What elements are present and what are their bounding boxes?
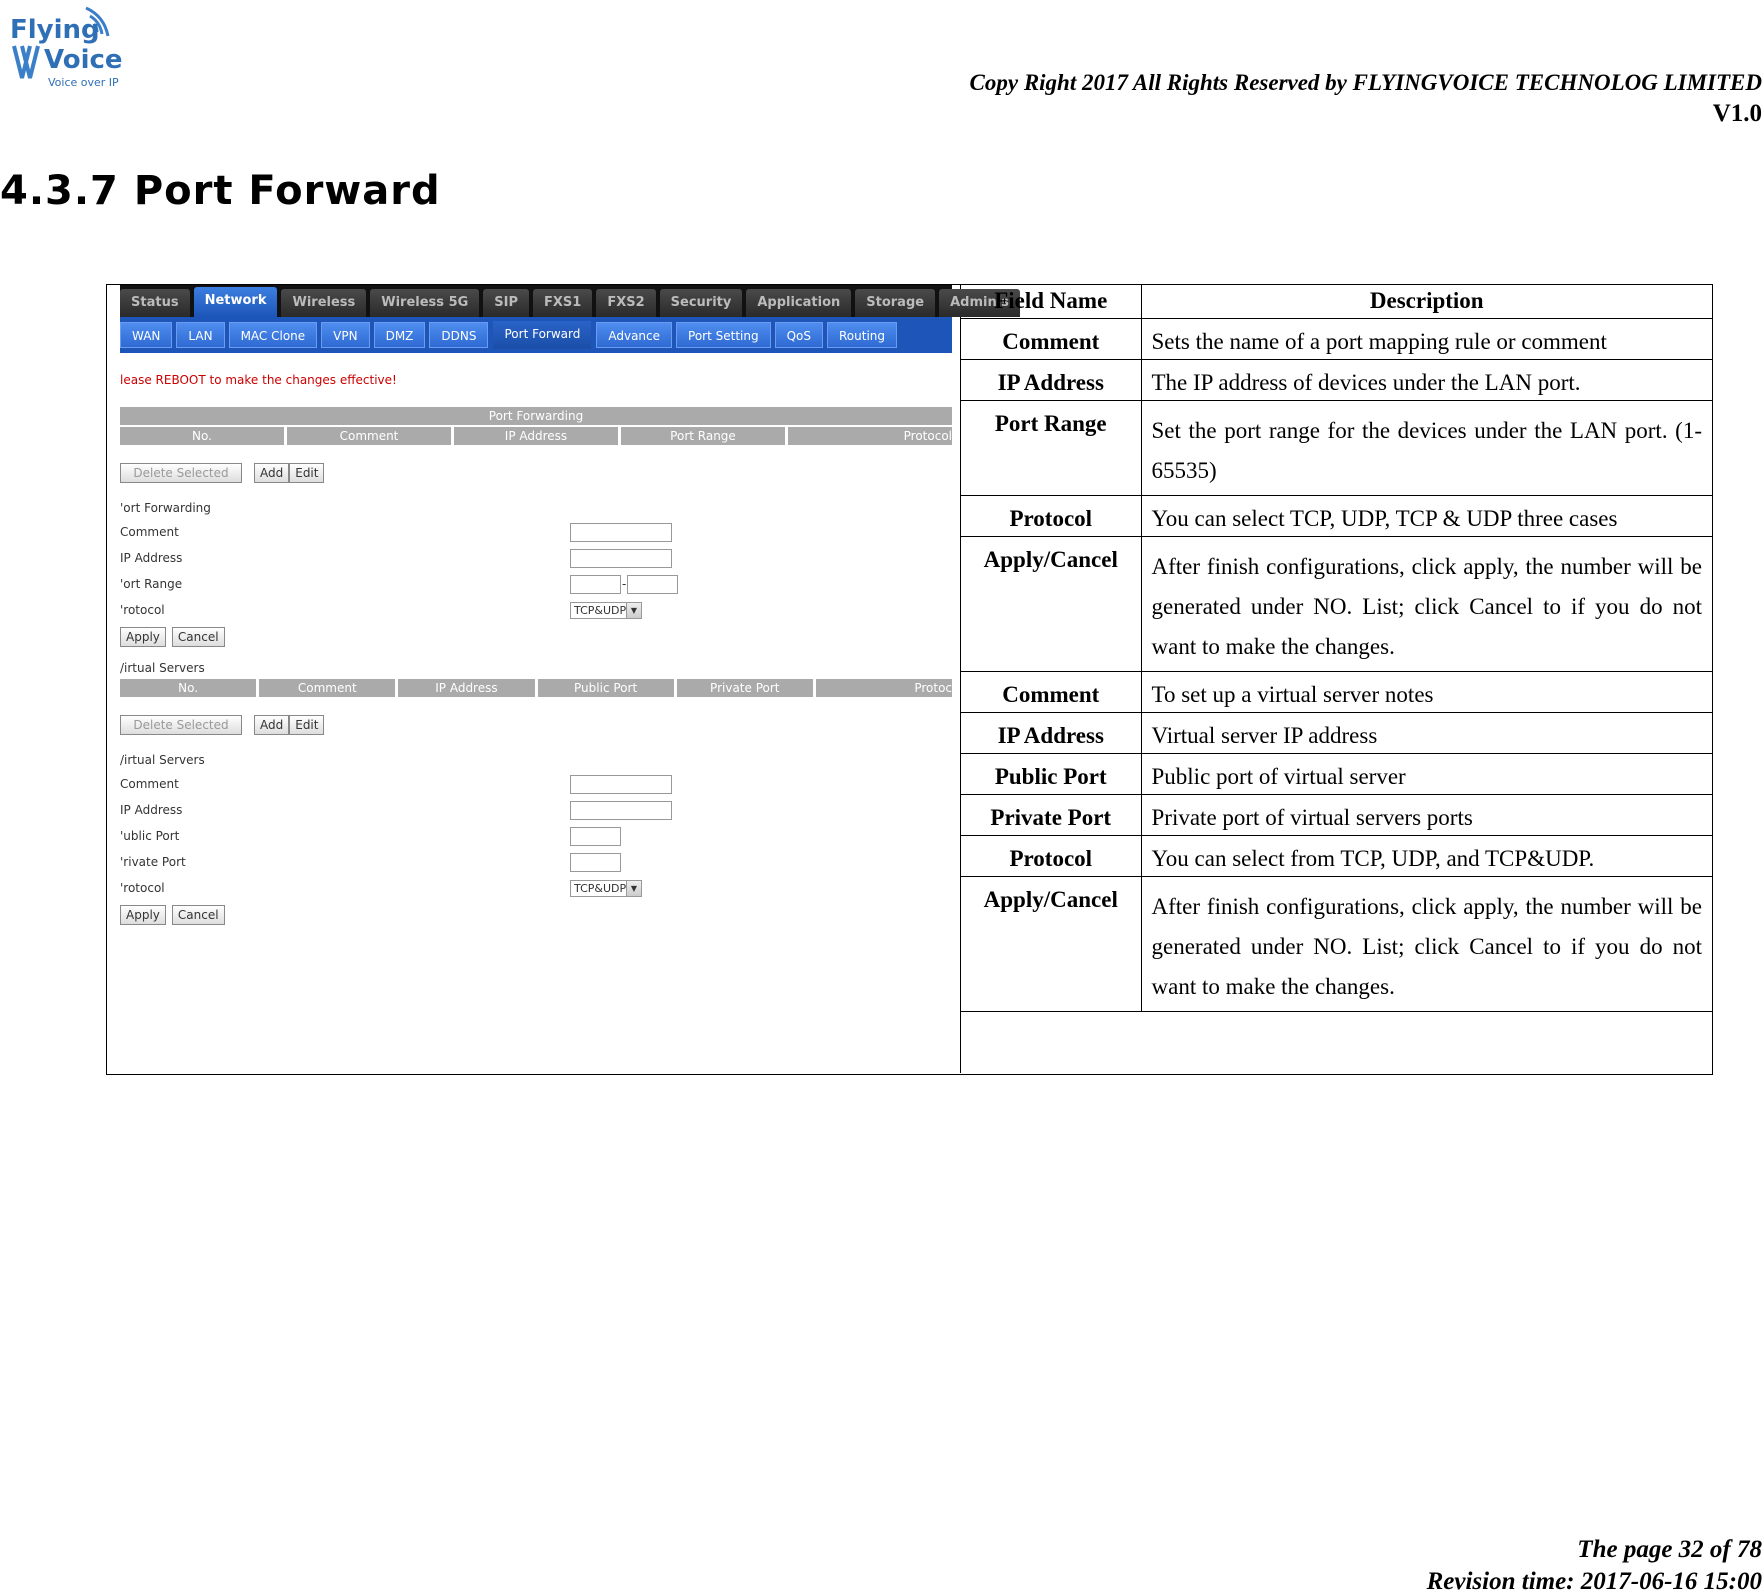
pf-col-ip-address: IP Address: [454, 427, 618, 445]
sub-tab-mac-clone[interactable]: MAC Clone: [229, 322, 318, 348]
header-description: Description: [1141, 285, 1712, 318]
vs-apply-row: [120, 905, 952, 925]
flyingvoice-logo: [8, 2, 123, 94]
vs-private-port-label: 'rivate Port: [120, 855, 186, 869]
sub-tab-port-forward[interactable]: Port Forward: [492, 320, 592, 350]
page-number: The page 32 of 78: [1577, 1536, 1762, 1563]
sub-tab-routing[interactable]: Routing: [827, 322, 897, 348]
field-name-cell: Private Port: [961, 794, 1141, 835]
main-tab-storage[interactable]: Storage: [855, 289, 935, 317]
router-web-ui: [120, 285, 1009, 925]
field-description-cell: After finish configurations, click apply, the number will be generated under NO. List; click Cancel to if you do not want to make the changes.: [1141, 876, 1712, 1011]
vs-comment-input[interactable]: [570, 775, 672, 794]
table-row: [961, 794, 1712, 835]
field-name-cell: IP Address: [961, 712, 1141, 753]
field-description-cell: The IP address of devices under the LAN port.: [1141, 359, 1712, 400]
main-tab-fxs2[interactable]: FXS2: [596, 289, 655, 317]
field-description-cell: Sets the name of a port mapping rule or comment: [1141, 318, 1712, 359]
vs-col-public-port: Public Port: [538, 679, 674, 697]
field-description-cell: Virtual server IP address: [1141, 712, 1712, 753]
field-name-cell: Port Range: [961, 400, 1141, 495]
sub-tab-port-setting[interactable]: Port Setting: [676, 322, 771, 348]
ui-screenshot-cell: [107, 285, 1009, 1073]
vs-col-ip-address: IP Address: [398, 679, 534, 697]
field-description-table: [961, 285, 1712, 1012]
sub-tab-qos[interactable]: QoS: [775, 322, 823, 348]
main-tab-adminis[interactable]: Adminis: [939, 289, 1020, 317]
copyright-text: Copy Right 2017 All Rights Reserved by FLYINGVOICE TECHNOLOG LIMITED: [969, 70, 1762, 95]
table-row: [961, 835, 1712, 876]
vs-list-title: /irtual Servers: [120, 661, 205, 675]
pf-port-end-input[interactable]: [627, 575, 678, 594]
logo-text-voice: Voice: [44, 45, 123, 75]
pf-col-protocol: Protocol: [788, 427, 952, 445]
table-row: [961, 671, 1712, 712]
table-row: [961, 359, 1712, 400]
vs-ip-label: IP Address: [120, 803, 183, 817]
pf-apply-button[interactable]: Apply: [120, 627, 166, 647]
vs-private-port-input[interactable]: [570, 853, 621, 872]
table-row: [961, 753, 1712, 794]
pf-port-range-row: [120, 571, 952, 597]
section-title: 4.3.7 Port Forward: [0, 168, 441, 214]
vs-col-private-port: Private Port: [677, 679, 813, 697]
vs-protocol-label: 'rotocol: [120, 881, 165, 895]
version-text: V1.0: [1712, 100, 1762, 127]
pf-delete-selected-button[interactable]: Delete Selected: [120, 463, 242, 483]
logo-graphic: [8, 2, 123, 94]
vs-comment-row: [120, 771, 952, 797]
pf-form-title: 'ort Forwarding: [120, 501, 211, 515]
vs-comment-label: Comment: [120, 777, 179, 791]
field-name-cell: Apply/Cancel: [961, 876, 1141, 1011]
sub-tab-bar: [120, 317, 952, 353]
vs-protocol-select[interactable]: [570, 880, 642, 897]
vs-col-comment: Comment: [259, 679, 395, 697]
pf-add-button[interactable]: Add: [254, 463, 289, 483]
table-row: [961, 876, 1712, 1011]
sub-tab-wan[interactable]: WAN: [120, 322, 172, 348]
vs-public-port-label: 'ublic Port: [120, 829, 180, 843]
vs-cancel-button[interactable]: Cancel: [172, 905, 225, 925]
field-name-cell: Public Port: [961, 753, 1141, 794]
vs-delete-selected-button[interactable]: Delete Selected: [120, 715, 242, 735]
field-description-cell: To set up a virtual server notes: [1141, 671, 1712, 712]
pf-port-range-label: 'ort Range: [120, 577, 183, 591]
chevron-down-icon[interactable]: ▼: [626, 881, 641, 896]
revision-time: Revision time: 2017-06-16 15:00: [1426, 1568, 1762, 1595]
field-name-cell: Apply/Cancel: [961, 536, 1141, 671]
table-header-row: [961, 285, 1712, 318]
pf-protocol-label: 'rotocol: [120, 603, 165, 617]
virtual-servers-columns: [120, 679, 952, 697]
table-row: [961, 495, 1712, 536]
pf-ip-row: [120, 545, 952, 571]
pf-edit-button[interactable]: Edit: [289, 463, 324, 483]
table-row: [961, 318, 1712, 359]
pf-col-comment: Comment: [287, 427, 451, 445]
field-description-cell: Private port of virtual servers ports: [1141, 794, 1712, 835]
pf-comment-input[interactable]: [570, 523, 672, 542]
pf-cancel-button[interactable]: Cancel: [172, 627, 225, 647]
main-tab-bar: [120, 285, 1009, 317]
table-row: [961, 536, 1712, 671]
sub-tab-advance[interactable]: Advance: [596, 322, 672, 348]
sub-tab-vpn[interactable]: VPN: [321, 322, 369, 348]
vs-protocol-value: TCP&UDP: [574, 881, 627, 895]
vs-list-buttons: [120, 715, 952, 735]
header-field-name: Field Name: [961, 285, 1141, 318]
field-description-cell: Set the port range for the devices under the LAN port. (1-65535): [1141, 400, 1712, 495]
logo-text-flying: Flying: [10, 15, 100, 45]
sub-tab-dmz[interactable]: DMZ: [374, 322, 426, 348]
field-name-cell: Comment: [961, 318, 1141, 359]
main-tab-wireless[interactable]: Wireless: [281, 289, 366, 317]
vs-ip-row: [120, 797, 952, 823]
pf-ip-label: IP Address: [120, 551, 183, 565]
table-row: [961, 712, 1712, 753]
main-tab-security[interactable]: Security: [660, 289, 743, 317]
pf-list-buttons: [120, 463, 952, 483]
sub-tab-lan[interactable]: LAN: [176, 322, 224, 348]
port-range-dash: -: [622, 577, 627, 591]
pf-col-port-range: Port Range: [621, 427, 785, 445]
main-tab-wireless-5g[interactable]: Wireless 5G: [370, 289, 479, 317]
pf-comment-row: [120, 519, 952, 545]
pf-port-start-input[interactable]: [570, 575, 621, 594]
vs-private-port-row: [120, 849, 952, 875]
vs-protocol-row: [120, 875, 952, 901]
field-name-cell: Protocol: [961, 495, 1141, 536]
port-forwarding-bar: Port Forwarding: [120, 407, 952, 425]
vs-add-button[interactable]: Add: [254, 715, 289, 735]
pf-col-no-: No.: [120, 427, 284, 445]
main-tab-application[interactable]: Application: [746, 289, 851, 317]
field-description-cell: You can select from TCP, UDP, and TCP&UDP.: [1141, 835, 1712, 876]
vs-public-port-row: [120, 823, 952, 849]
field-name-cell: Comment: [961, 671, 1141, 712]
pf-comment-label: Comment: [120, 525, 179, 539]
main-tab-status[interactable]: Status: [120, 289, 190, 317]
table-row: [961, 400, 1712, 495]
main-tab-network[interactable]: Network: [194, 287, 278, 317]
pf-protocol-row: [120, 597, 952, 623]
main-tab-fxs1[interactable]: FXS1: [533, 289, 592, 317]
sub-tab-ddns[interactable]: DDNS: [429, 322, 488, 348]
content-table: [106, 284, 1713, 1075]
vs-col-no-: No.: [120, 679, 256, 697]
vs-form-title: /irtual Servers: [120, 753, 205, 767]
field-description-cell: You can select TCP, UDP, TCP & UDP three cases: [1141, 495, 1712, 536]
vs-apply-button[interactable]: Apply: [120, 905, 166, 925]
reboot-message: lease REBOOT to make the changes effective!: [120, 373, 397, 387]
vs-edit-button[interactable]: Edit: [289, 715, 324, 735]
field-description-cell: After finish configurations, click apply, the number will be generated under NO. List; click Cancel to if you do not want to make the changes.: [1141, 536, 1712, 671]
chevron-down-icon[interactable]: ▼: [626, 603, 641, 618]
pf-protocol-select[interactable]: [570, 602, 642, 619]
main-tab-sip[interactable]: SIP: [483, 289, 529, 317]
vs-ip-input[interactable]: [570, 801, 672, 820]
field-name-cell: Protocol: [961, 835, 1141, 876]
pf-protocol-value: TCP&UDP: [574, 603, 627, 617]
vs-public-port-input[interactable]: [570, 827, 621, 846]
field-name-cell: IP Address: [961, 359, 1141, 400]
logo-text-voip: Voice over IP: [48, 76, 119, 89]
pf-apply-row: [120, 627, 952, 647]
port-forwarding-columns: [120, 427, 952, 445]
vs-col-protoc: Protoc: [816, 679, 952, 697]
field-description-cell: Public port of virtual server: [1141, 753, 1712, 794]
pf-ip-input[interactable]: [570, 549, 672, 568]
